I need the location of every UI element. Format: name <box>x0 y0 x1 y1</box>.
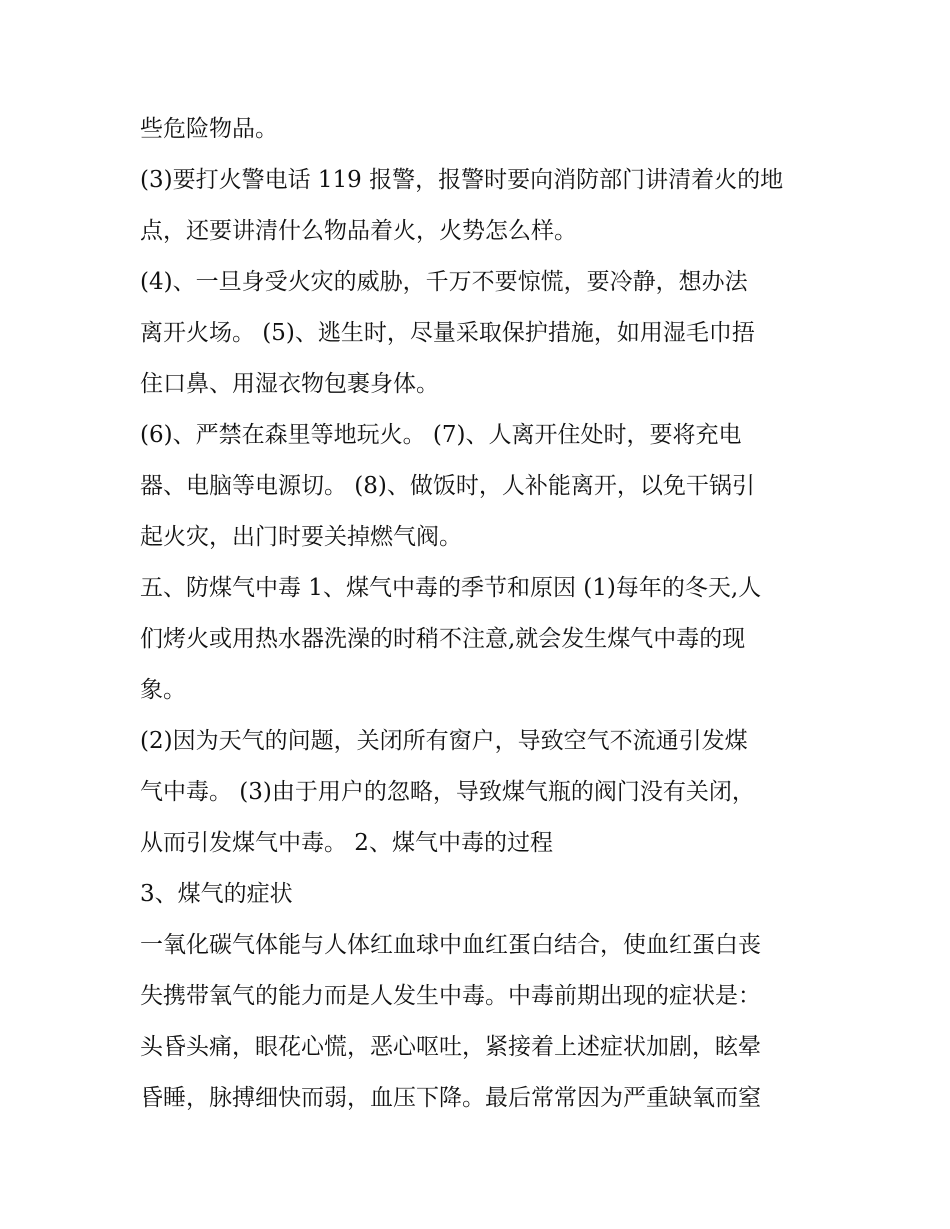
text-line: (3)要打火警电话 119 报警，报警时要向消防部门讲清着火的地 <box>140 167 784 193</box>
text-line: (2)因为天气的问题，关闭所有窗户，导致空气不流通引发煤 <box>140 728 748 754</box>
text-line: 起火灾，出门时要关掉燃气阀。 <box>140 524 462 550</box>
text-line: 3、煤气的症状 <box>140 881 293 907</box>
text-line: 从而引发煤气中毒。 2、煤气中毒的过程 <box>140 830 553 856</box>
text-line: 气中毒。 (3)由于用户的忽略，导致煤气瓶的阀门没有关闭， <box>140 779 755 805</box>
text-line: 们烤火或用热水器洗澡的时稍不注意,就会发生煤气中毒的现 <box>140 626 746 652</box>
text-line: 离开火场。 (5)、逃生时，尽量采取保护措施，如用湿毛巾捂 <box>140 320 755 346</box>
text-line: 五、防煤气中毒 1、煤气中毒的季节和原因 (1)每年的冬天,人 <box>140 575 762 601</box>
text-line: 点，还要讲清什么物品着火，火势怎么样。 <box>140 218 577 244</box>
text-line: 些危险物品。 <box>140 116 278 142</box>
text-line: (6)、严禁在森里等地玩火。 (7)、人离开住处时，要将充电 <box>140 422 742 448</box>
text-line: 住口鼻、用湿衣物包裹身体。 <box>140 371 439 397</box>
text-line: 象。 <box>140 677 186 703</box>
text-line: (4)、一旦身受火灾的威胁，千万不要惊慌，要冷静，想办法 <box>140 269 748 295</box>
text-line: 昏睡，脉搏细快而弱，血压下降。最后常常因为严重缺氧而窒 <box>140 1085 761 1111</box>
text-line: 一氧化碳气体能与人体红血球中血红蛋白结合，使血红蛋白丧 <box>140 932 761 958</box>
text-line: 器、电脑等电源切。 (8)、做饭时，人补能离开，以免干锅引 <box>140 473 755 499</box>
text-line: 失携带氧气的能力而是人发生中毒。中毒前期出现的症状是： <box>140 983 761 1009</box>
text-line: 头昏头痛，眼花心慌，恶心呕吐，紧接着上述症状加剧，眩晕 <box>140 1034 761 1060</box>
